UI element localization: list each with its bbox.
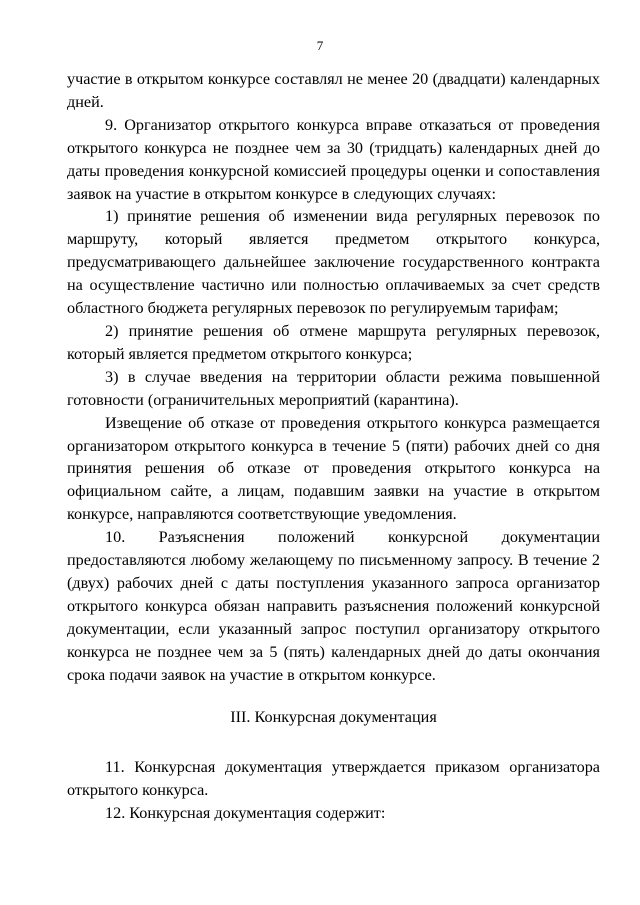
page-number: 7 (316, 38, 324, 53)
paragraph-item-10: 10. Разъяснения положений конкурсной документации предоставляются любому желающему по письменному запросу. В течение 2 (двух) рабочих дней с даты поступления указанного запроса организатор открытого конкурса обязан направить разъяснения положений конкурсной документации, если указанный запрос поступил организатору открытого конкурса не позднее чем за 5 (пять) календарных дней до даты окончания срока подачи заявок на участие в открытом конкурсе. (67, 528, 600, 684)
paragraph-item-9: 9. Организатор открытого конкурса вправе отказаться от проведения открытого конкурса не позднее чем за 30 (тридцать) календарных дней до даты проведения конкурсной комиссией процедуры оценки и сопоставления заявок на участие в открытом конкурсе в следующих случаях: (67, 115, 600, 203)
paragraph-subitem-3: 3) в случае введения на территории области режима повышенной готовности (ограничительных мероприятий (карантина). (67, 367, 600, 409)
paragraph-subitem-1: 1) принятие решения об изменении вида регулярных перевозок по маршруту, который является предметом открытого конкурса, предусматривающего дальнейшее заключение государственного контракта на осуществление частично или полностью оплачиваемых за счет средств областного бюджета регулярных перевозок по регулируемым тарифам; (67, 207, 600, 318)
paragraph-subitem-2: 2) принятие решения об отмене маршрута регулярных перевозок, который является предметом открытого конкурса; (67, 321, 600, 363)
paragraph-continuation: участие в открытом конкурсе составлял не менее 20 (двадцати) календарных дней. (67, 70, 600, 111)
paragraph-item-11: 11. Конкурсная документация утверждается приказом организатора открытого конкурса. (67, 758, 600, 800)
paragraph-item-12: 12. Конкурсная документация содержит: (105, 804, 386, 823)
section-heading: III. Конкурсная документация (230, 708, 437, 727)
paragraph-notice: Извещение об отказе от проведения открытого конкурса размещается организатором открытого конкурса в течение 5 (пяти) рабочих дней со дня принятия решения об отказе от проведения открытого конкурса на официальном сайте, а лицам, подавшим заявки на участие в открытом конкурсе, направляются соответствующие уведомления. (67, 413, 600, 524)
document-body (67, 68, 600, 825)
